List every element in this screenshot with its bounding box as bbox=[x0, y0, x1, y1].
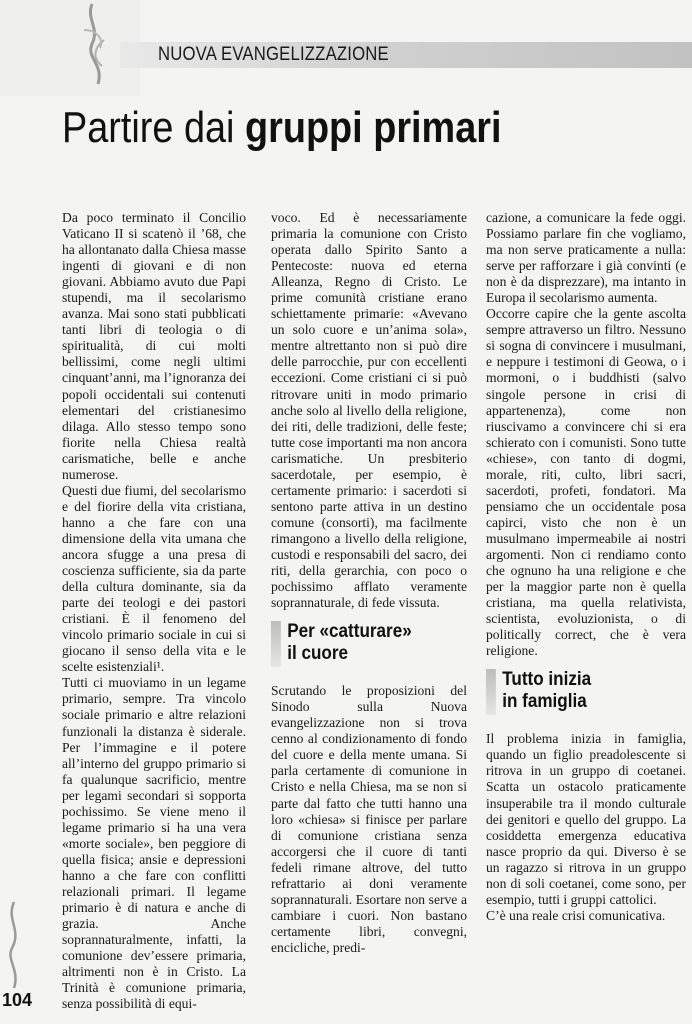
paragraph: Scrutando le proposizioni del Sinodo sulla Nuova evangelizzazione non si trova cenno al condizionamento di fondo del cuore e della mente umana. Si parla certamente di comunione in Cristo e nella Chiesa, ma se non si parte dal fatto che tutti hanno una loro «chiesa» si finisce per parlare di comunione cristiana senza accorgersi che il cuore di tanti fedeli rimane altrove, del tutto refrattario ai doni veramente soprannaturali. Esortare non serve a cambiare i cuori. Non bastano certamente libri, convegni, encicliche, predi- bbox=[271, 683, 467, 955]
subheading-line: in famiglia bbox=[502, 691, 587, 713]
title-light: Partire dai bbox=[62, 103, 235, 152]
paragraph: Da poco terminato il Concilio Vaticano II si scatenò il ’68, che ha allontanato dalla Chiesa masse ingenti di giovani e di non giovani. Abbiamo avuto due Papi stupendi, ma il secolarismo avanza. Mai sono stati pubblicati tanti libri di teologia o di spiritualità, di cui molti bellissimi, come negli ultimi cinquant’anni, ma l’ignoranza dei popoli occidentali sui contenuti elementari del cristianesimo dilaga. Allo stesso tempo sono fiorite nella Chiesa realtà carismatiche, belle e anche numerose. bbox=[62, 210, 246, 482]
section-label: NUOVA EVANGELIZZAZIONE bbox=[158, 44, 389, 65]
subheading-catturare bbox=[271, 621, 447, 665]
subheading-famiglia bbox=[486, 669, 666, 713]
section-banner bbox=[0, 34, 692, 86]
paragraph: Tutti ci muoviamo in un legame primario, sempre. Tra vincolo sociale primario e altre relazioni funzionali la distanza è siderale. Per l’immagine e il potere all’interno del gruppo primario si fa qualunque sacrificio, mentre per legami secondari si sopporta pochissimo. Se viene meno il legame primario si ha una vera «morte sociale», ben peggiore di quella fisica; ansie e depressioni hanno a che fare con conflitti relazionali primari. Il legame primario è di natura e anche di grazia. Anche soprannaturalmente, infatti, la comunione dev’essere primaria, altrimenti non è in Cristo. La Trinità è comunione primaria, senza possibilità di equi- bbox=[62, 675, 246, 1012]
column-3 bbox=[486, 210, 686, 924]
article-title bbox=[62, 100, 501, 156]
paragraph: C’è una reale crisi comunicativa. bbox=[486, 907, 666, 923]
paragraph: cazione, a comunicare la fede oggi. Possiamo parlare fin che vogliamo, ma non serve praticamente a nulla: serve per rafforzare i già convinti (e non è da disprezzare), ma intanto in Europa il secolarismo aumenta. bbox=[486, 210, 686, 306]
paragraph: Occorre capire che la gente ascolta sempre attraverso un filtro. Nessuno si sogna di convincere i musulmani, e neppure i testimoni di Geowa, o i mormoni, o i buddhisti (salvo singole persone in crisi di appartenenza), come non riuscivamo a convincere chi si era schierato con i comunisti. Sono tutte «chiese», con tanto di dogmi, morale, riti, culto, libri sacri, sacerdoti, profeti, fondatori. Ma pensiamo che un occidentale posa capirci, visto che non è un musulmano impermeabile ai nostri argomenti. Non ci rendiamo conto che ognuno ha una religione e che per la maggior parte non è quella cristiana, ma quella relativista, scientista, evoluzionista, o di politically correct, che è vera religione. bbox=[486, 306, 686, 659]
paragraph: Questi due fiumi, del secolarismo e del fiorire della vita cristiana, hanno a che fare con una dimensione della vita umana che ancora sfugge a una presa di coscienza sufficiente, sia da parte della cultura dominante, sia da parte dei teologi e dei pastori cristiani. È il fenomeno del vincolo primario sociale in cui si giocano il senso della vita e le scelte esistenziali¹. bbox=[62, 482, 246, 675]
margin-ornament bbox=[0, 900, 30, 990]
subheading-line: il cuore bbox=[287, 643, 349, 665]
subheading-line: Per «catturare» bbox=[287, 621, 412, 643]
paragraph: Il problema inizia in famiglia, quando un figlio preadolescente si ritrova in un gruppo di coetanei. Scatta un ostacolo praticamente insuperabile tra il mondo culturale dei genitori e quello del gruppo. La cosiddetta emergenza educativa nasce proprio da qui. Diverso è se un ragazzo si ritrova in un gruppo non di soli coetanei, come sono, per esempio, tutti i gruppi cattolici. bbox=[486, 731, 686, 907]
column-1 bbox=[62, 210, 246, 1012]
paragraph: voco. Ed è necessariamente primaria la comunione con Cristo operata dallo Spirito Santo a Pentecoste: nuova ed eterna Alleanza, Regno di Cristo. Le prime comunità cristiane erano schiettamente primarie: «Avevano un solo cuore e un’anima sola», mentre altrettanto non si può dire delle parrocchie, pur con eccellenti eccezioni. Come cristiani ci si può ritrovare uniti in modo primario anche solo al livello della religione, dei riti, delle tradizioni, delle feste; tutte cose importanti ma non ancora carismatiche. Un presbiterio sacerdotale, per esempio, è certamente primario: i sacerdoti si sentono parte attiva in un destino comune (consorti), ma facilmente rimangono a livello della religione, custodi e responsabili del sacro, dei riti, della gerarchia, con poco o pochissimo afflato veramente soprannaturale, di fede vissuta. bbox=[271, 210, 467, 611]
column-2 bbox=[271, 210, 467, 956]
page-number: 104 bbox=[2, 990, 33, 1010]
title-bold: gruppi primari bbox=[244, 103, 502, 152]
subheading-line: Tutto inizia bbox=[502, 669, 592, 691]
